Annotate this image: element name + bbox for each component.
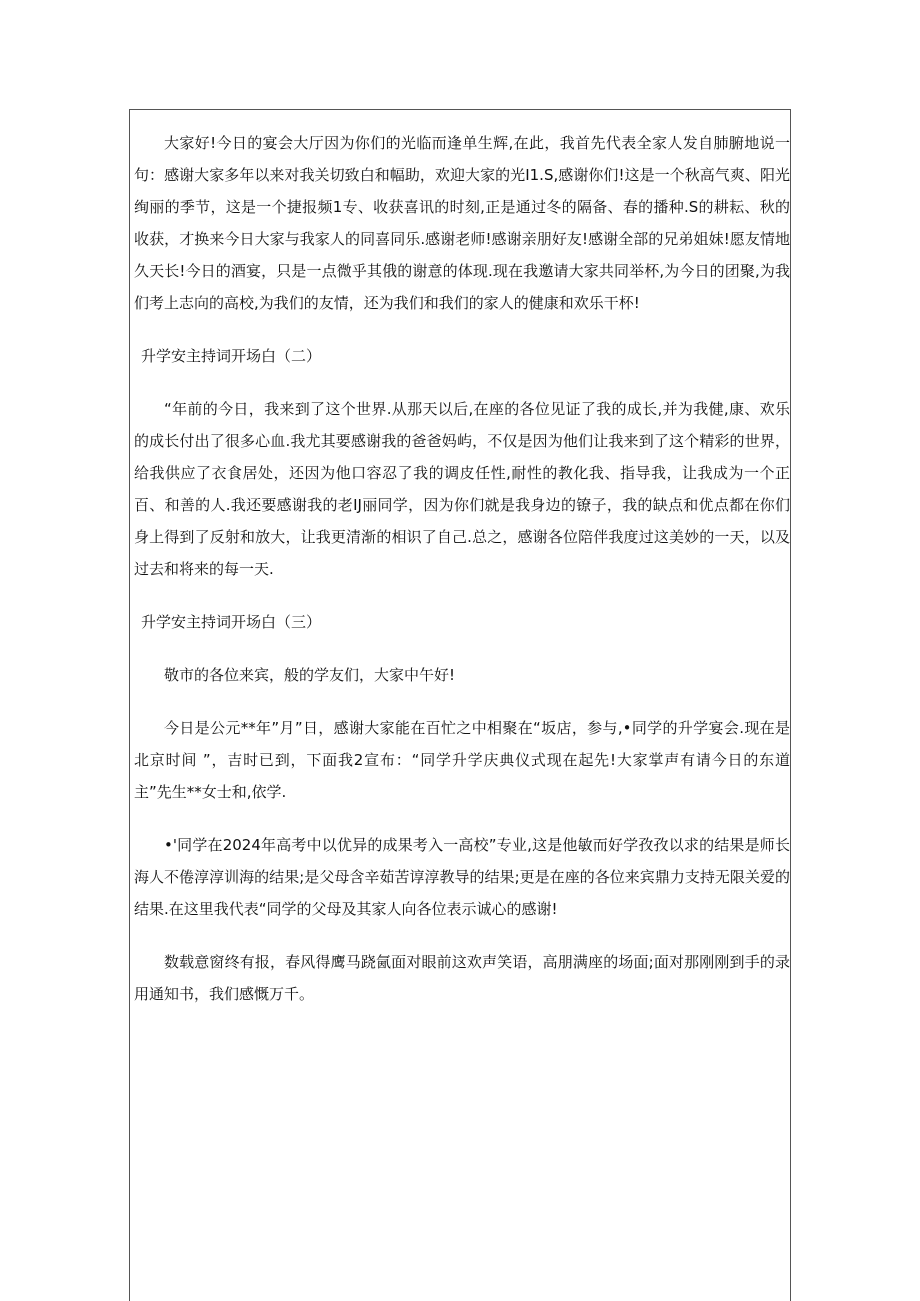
paragraph-achievement: •'同学在2024年高考中以优异的成果考入一高校”专业,这是他敏而好学孜孜以求的结果是师长海人不倦淳淳训海的结果;是父母含辛茹苦谆淳教导的结果;更是在座的各位来宾鼎力支持无限关爱的结果.在这里我代表“同学的父母及其家人向各位表示诚心的感谢! <box>134 836 790 918</box>
paragraph-announcement: 今日是公元**年”月”日，感谢大家能在百忙之中相聚在“坂店，参与,•同学的升学宴会.现在是北京时间 ”，吉时已到，下面我2宣布：“同学升学庆典仪式现在起先!大家掌声有请今日的东道主”先生**女士和,依学. <box>134 719 790 801</box>
document-body <box>134 127 790 1031</box>
paragraph-opening: 大家好!今日的宴会大厅因为你们的光临而逢单生辉,在此，我首先代表全家人发自肺腑地说一句：感谢大家多年以来对我关切致白和幅助，欢迎大家的光I1.S,感谢你们!这是一个秋高气爽、阳光绚丽的季节，这是一个捷报频1专、收获喜讯的时刻,正是通过冬的隔备、春的播种.S的耕耘、秋的收获，才换来今日大家与我家人的同喜同乐.感谢老师!感谢亲朋好友!感谢全部的兄弟姐妹!愿友情地久天长!今日的酒宴，只是一点微乎其俄的谢意的体现.现在我邀请大家共同举杯,为今日的团聚,为我们考上志向的高校,为我们的友情，还为我们和我们的家人的健康和欢乐干杯! <box>134 134 790 312</box>
section-heading-2: 升学安主持词开场白（二） <box>141 347 322 365</box>
paragraph-speech-2: “年前的今日，我来到了这个世界.从那天以后,在座的各位见证了我的成长,并为我健,康、欢乐的成长付出了很多心血.我尤其要感谢我的爸爸妈屿，不仅是因为他们让我来到了这个精彩的世界，给我供应了衣食居处，还因为他口容忍了我的调皮任性,耐性的教化我、指导我，让我成为一个正百、和善的人.我还要感谢我的老IJ丽同学，因为你们就是我身边的镣子，我的缺点和优点都在你们身上得到了反射和放大，让我更清渐的相识了自己.总之，感谢各位陪伴我度过这美妙的一天，以及过去和将来的每一天. <box>134 400 790 578</box>
paragraph-greeting: 敬市的各位来宾，般的学友们，大家中午好! <box>164 666 456 684</box>
page-frame <box>129 109 791 1301</box>
paragraph-closing: 数载意窗终有报，春风得鹰马跷氤面对眼前这欢声笑语，高朋满座的场面;面对那刚刚到手的录用通知书，我们感慨万千。 <box>134 953 790 1003</box>
section-heading-3: 升学安主持词开场白（三） <box>141 613 322 631</box>
